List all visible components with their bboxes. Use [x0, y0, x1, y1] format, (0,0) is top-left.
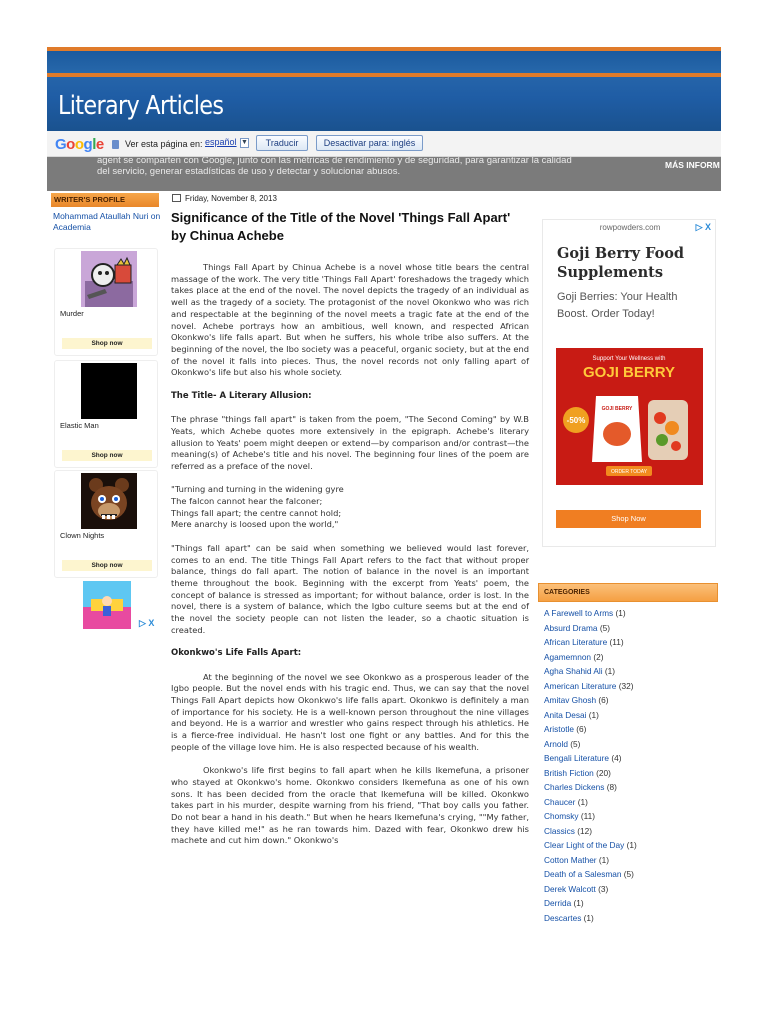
- category-link[interactable]: Aristotle: [544, 724, 574, 734]
- translate-page-icon: [112, 140, 119, 149]
- sidebar-ad-game-image[interactable]: [83, 581, 131, 629]
- sidebar-ad-elastic-man[interactable]: [54, 360, 158, 468]
- shop-now-button[interactable]: Shop Now: [556, 510, 701, 528]
- banner-order-today: ORDER TODAY: [610, 469, 648, 475]
- category-item: Death of a Salesman (5): [544, 869, 634, 879]
- categories-list: [544, 606, 720, 925]
- sidebar-ad-clown-nights[interactable]: [54, 470, 158, 578]
- banner-title: GOJI BERRY: [583, 364, 675, 381]
- translate-button[interactable]: Traducir: [256, 135, 308, 151]
- post-paragraph: At the beginning of the novel we see Okonkwo as a prosperous leader of the Igbo people. But the novel ends with his tragic end. Thus, we can say that the novel Things Fall Apart depicts how Okonkwo's life falls apart. Okonkwo is definitely a man of importance for his society. He is a well-known person throughout the nine villages and beyond. He is a warrior and wrestler who gains respect through his athletics. He is a fierce-free individual. He hasn't lost one fight or any battles. And for this the people of the village love him. He is also respected because of his wealth.: [171, 671, 529, 752]
- category-item: African Literature (11): [544, 637, 624, 647]
- banner-discount: -50%: [566, 416, 586, 425]
- poem-excerpt: "Turning and turning in the widening gyre The falcon cannot hear the falconer; Things fall apart; the centre cannot hold; Mere anarchy is loosed upon the world,": [171, 484, 344, 530]
- cookie-more-info-link[interactable]: MÁS INFORM: [665, 160, 720, 170]
- category-link[interactable]: Classics: [544, 825, 575, 836]
- category-link[interactable]: African Literature: [544, 637, 608, 647]
- header-accent-stripe-lower: [47, 73, 721, 77]
- category-item: Agamemnon (2): [544, 651, 604, 662]
- category-link[interactable]: American Literature: [544, 680, 617, 691]
- banner-pack-label: GOJI BERRY: [601, 406, 633, 412]
- category-item: Derek Walcott (3): [544, 883, 609, 894]
- category-link[interactable]: Derrida: [544, 898, 572, 908]
- goji-berry-banner[interactable]: [556, 348, 703, 485]
- category-link[interactable]: Descartes: [544, 912, 582, 923]
- category-item: British Fiction (20): [544, 767, 611, 778]
- category-link[interactable]: Cotton Mather: [544, 854, 597, 865]
- shop-now-button[interactable]: Shop now: [62, 560, 152, 571]
- site-title[interactable]: Literary Articles: [58, 91, 224, 121]
- cookie-notice: [47, 157, 721, 191]
- category-link[interactable]: Absurd Drama: [544, 622, 598, 633]
- post-paragraph: Okonkwo's life first begins to fall apart when he kills Ikemefuna, a prisoner who stayed at Okonkwo's home. Okonkwo considers Ikemefuna as one of his own sons. It has been decided from the oracle that Ikemefuna will be killed. Okonkwo takes part in his murder, despite warning from his friend, "That boy calls you father. Do not bear a hand in his death." But when he hears Ikemefuna's crying, ""My father, they have killed me!" as he ran towards him. Dazed with fear, Okonkwo drew his machete and cut him down." Okonkwo's: [171, 765, 529, 846]
- category-item: Amitav Ghosh (6): [544, 695, 609, 705]
- translate-bar: [47, 131, 721, 157]
- post-title[interactable]: Significance of the Title of the Novel 'Things Fall Apart' by Chinua Achebe: [171, 210, 511, 243]
- category-item: Chomsky (11): [544, 811, 596, 821]
- category-item: Agha Shahid Ali (1): [544, 666, 616, 676]
- ad-title[interactable]: Goji Berry Food Supplements: [557, 245, 685, 281]
- category-link[interactable]: Clear Light of the Day: [544, 840, 625, 850]
- post-paragraph: The phrase "things fall apart" is taken from the poem, "The Second Coming" by W.B Yeats, which Achebe quotes more extensively in the epigraph. Achebe's literary allusion to Yeats' poem might deepen or extend—by comparison and/or contrast—the meaning(s) of Achebe's title and his novel. The beginning four lines of the poem are referred as a preface of the novel.: [171, 414, 529, 471]
- category-item: Descartes (1): [544, 912, 594, 923]
- category-link[interactable]: A Farewell to Arms: [544, 608, 614, 618]
- murder-game-image: [81, 251, 137, 307]
- category-item: Chaucer (1): [544, 796, 588, 807]
- category-link[interactable]: Arnold: [544, 738, 568, 749]
- category-link[interactable]: Chaucer: [544, 796, 576, 807]
- goji-berry-ad[interactable]: [542, 219, 716, 547]
- sidebar-ad-murder[interactable]: [54, 248, 158, 356]
- category-item: A Farewell to Arms (1): [544, 608, 626, 618]
- category-item: Arnold (5): [544, 738, 581, 749]
- category-link[interactable]: Amitav Ghosh: [544, 695, 597, 705]
- header-top-band: [47, 51, 721, 75]
- category-link[interactable]: Bengali Literature: [544, 753, 610, 763]
- category-link[interactable]: Anita Desai: [544, 709, 587, 720]
- ad-description: Goji Berries: Your Health Boost. Order Today!: [557, 291, 678, 320]
- category-link[interactable]: Agamemnon: [544, 651, 592, 662]
- language-select[interactable]: español ▼: [205, 137, 248, 147]
- ad-product-name: Elastic Man: [60, 421, 99, 430]
- writers-profile-heading: WRITER'S PROFILE: [51, 193, 159, 207]
- category-item: Aristotle (6): [544, 724, 587, 734]
- profile-link[interactable]: Mohammad Ataullah Nuri on Academia: [53, 211, 161, 232]
- category-item: Derrida (1): [544, 898, 584, 908]
- banner-tagline: Support Your Wellness with: [592, 356, 666, 362]
- categories-heading: CATEGORIES: [538, 583, 718, 602]
- category-item: Anita Desai (1): [544, 709, 599, 720]
- category-link[interactable]: Death of a Salesman: [544, 869, 622, 879]
- clown-nights-image: [81, 473, 137, 529]
- category-item: Clear Light of the Day (1): [544, 840, 637, 850]
- post-date: Friday, November 8, 2013: [185, 194, 277, 203]
- ad-close-icon[interactable]: ▷ X: [695, 222, 711, 232]
- category-link[interactable]: British Fiction: [544, 767, 594, 778]
- cookie-notice-text: agent se comparten con Google, junto con las métricas de rendimiento y de seguridad, para garantizar la calidad del servicio, generar estadísticas de uso y detectar y solucionar abusos.: [97, 157, 572, 177]
- translate-label: Ver esta página en:: [125, 139, 203, 149]
- post-paragraph: "Things fall apart" can be said when something we believed would last forever, comes to an end. The title Things Fall Apart refers to the fact that without proper balance, things do fall apart. The notion of balance in the novel is an important theme throughout the book. Beginning with the excerpt from Yeats' poem, the concept of balance is stressed as important; for without balance, order is lost. In the novel, there is a system of balance, which the Igbo culture seems but at the end of the novel the society people can not listen the leader, so a chaotic situation is created.: [171, 542, 529, 635]
- category-link[interactable]: Chomsky: [544, 811, 579, 821]
- post-paragraph: Things Fall Apart by Chinua Achebe is a novel whose title bears the central massage of the work. The very title 'Things Fall Apart' foreshadows the tragedy which takes place at the end of the novel. The novel depicts the tragedy of an individual as well as the tragedy of a society. The protagonist of the novel Okonkwo who was rich and respectable at the beginning of the novel meets a tragic fate at the end of the novel. Achebe portrays how an ambitious, well known, and respected African Okonkwo's life falls apart. But when he suffers, his whole tribe also suffers. At the beginning of the novel, the Ibo society was a peaceful, organic society, but at the end of the novel it falls into pieces. Thus, the novel records not only falling apart of Okonkwo's life but also his whole society.: [171, 262, 529, 378]
- elastic-man-image: [81, 363, 137, 419]
- ad-product-name: Clown Nights: [60, 531, 105, 540]
- shop-now-button[interactable]: Shop now: [62, 338, 152, 349]
- post-body: [171, 262, 529, 859]
- calendar-icon: [172, 194, 181, 202]
- category-item: Charles Dickens (8): [544, 782, 617, 792]
- category-item: Bengali Literature (4): [544, 753, 622, 763]
- post-subheading: Okonkwo's Life Falls Apart:: [171, 648, 302, 659]
- ad-close-icon[interactable]: ▷ X: [139, 618, 155, 628]
- category-item: American Literature (32): [544, 680, 634, 691]
- post-subheading: The Title- A Literary Allusion:: [171, 390, 312, 401]
- category-link[interactable]: Charles Dickens: [544, 782, 605, 792]
- category-link[interactable]: Agha Shahid Ali: [544, 666, 603, 676]
- blog-page: [47, 47, 721, 933]
- category-item: Cotton Mather (1): [544, 854, 610, 865]
- category-link[interactable]: Derek Walcott: [544, 883, 596, 894]
- ad-product-name: Murder: [60, 309, 84, 318]
- shop-now-button[interactable]: Shop now: [62, 450, 152, 461]
- disable-translate-button[interactable]: Desactivar para: inglés: [316, 135, 423, 151]
- google-logo: Google: [55, 136, 104, 153]
- category-item: Absurd Drama (5): [544, 622, 610, 633]
- ad-source[interactable]: rowpowders.com: [599, 223, 661, 232]
- chevron-down-icon[interactable]: ▼: [241, 139, 248, 146]
- category-item: Classics (12): [544, 825, 592, 836]
